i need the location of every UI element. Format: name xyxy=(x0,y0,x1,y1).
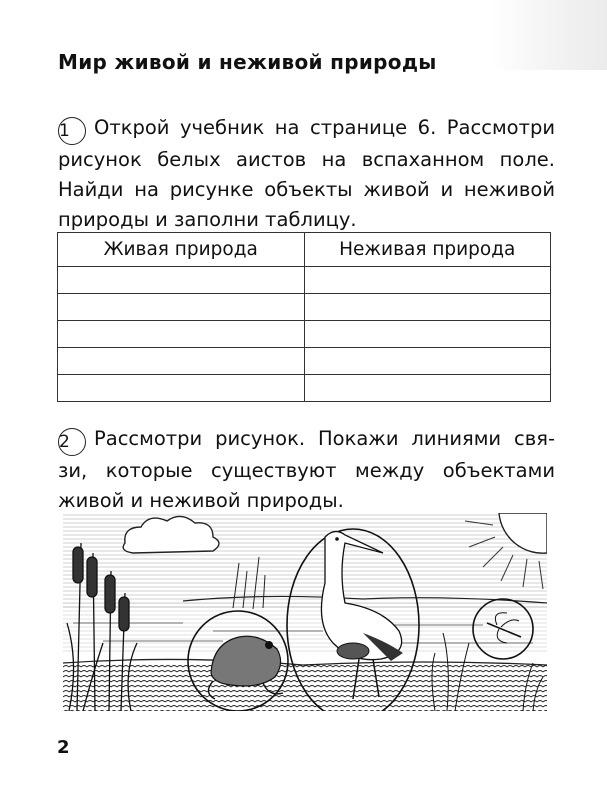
task-text-line: природы и заполни таблицу. xyxy=(58,208,357,231)
table-row xyxy=(58,321,551,348)
stone-icon xyxy=(337,643,369,659)
table-cell-living[interactable] xyxy=(58,348,305,375)
task-text-line: рисунок белых аистов на вспаханном поле. xyxy=(58,148,555,171)
table-cell-living[interactable] xyxy=(58,294,305,321)
task-1 xyxy=(58,113,555,235)
table-cell-nonliving[interactable] xyxy=(304,348,551,375)
table-cell-nonliving[interactable] xyxy=(304,294,551,321)
task-text-line: Открой учебник на странице 6. Рассмотри xyxy=(94,116,555,139)
nature-illustration xyxy=(63,513,547,711)
table-cell-living[interactable] xyxy=(58,375,305,402)
task-number-badge: 1 xyxy=(58,117,86,145)
table-cell-nonliving[interactable] xyxy=(304,375,551,402)
page-title: Мир живой и неживой природы xyxy=(58,50,437,74)
table-cell-nonliving[interactable] xyxy=(304,267,551,294)
task-2 xyxy=(58,424,555,516)
table-cell-living[interactable] xyxy=(58,267,305,294)
nature-table xyxy=(57,232,551,402)
table-row xyxy=(58,375,551,402)
task-text-line: живой и неживой природы. xyxy=(58,489,344,512)
column-header-living: Живая природа xyxy=(58,233,305,267)
scan-shadow xyxy=(490,0,607,70)
table-row xyxy=(58,294,551,321)
table-cell-living[interactable] xyxy=(58,321,305,348)
task-text-line: Рассмотри рисунок. Покажи линиями свя- xyxy=(94,427,555,450)
task-number-badge: 2 xyxy=(58,428,86,456)
column-header-nonliving: Неживая природа xyxy=(304,233,551,267)
table-cell-nonliving[interactable] xyxy=(304,321,551,348)
table-row xyxy=(58,348,551,375)
table-row xyxy=(58,267,551,294)
task-text-line: зи, которые существуют между объектами xyxy=(58,459,555,482)
page-number: 2 xyxy=(57,737,70,758)
task-text-line: Найди на рисунке объекты живой и неживой xyxy=(58,178,555,201)
